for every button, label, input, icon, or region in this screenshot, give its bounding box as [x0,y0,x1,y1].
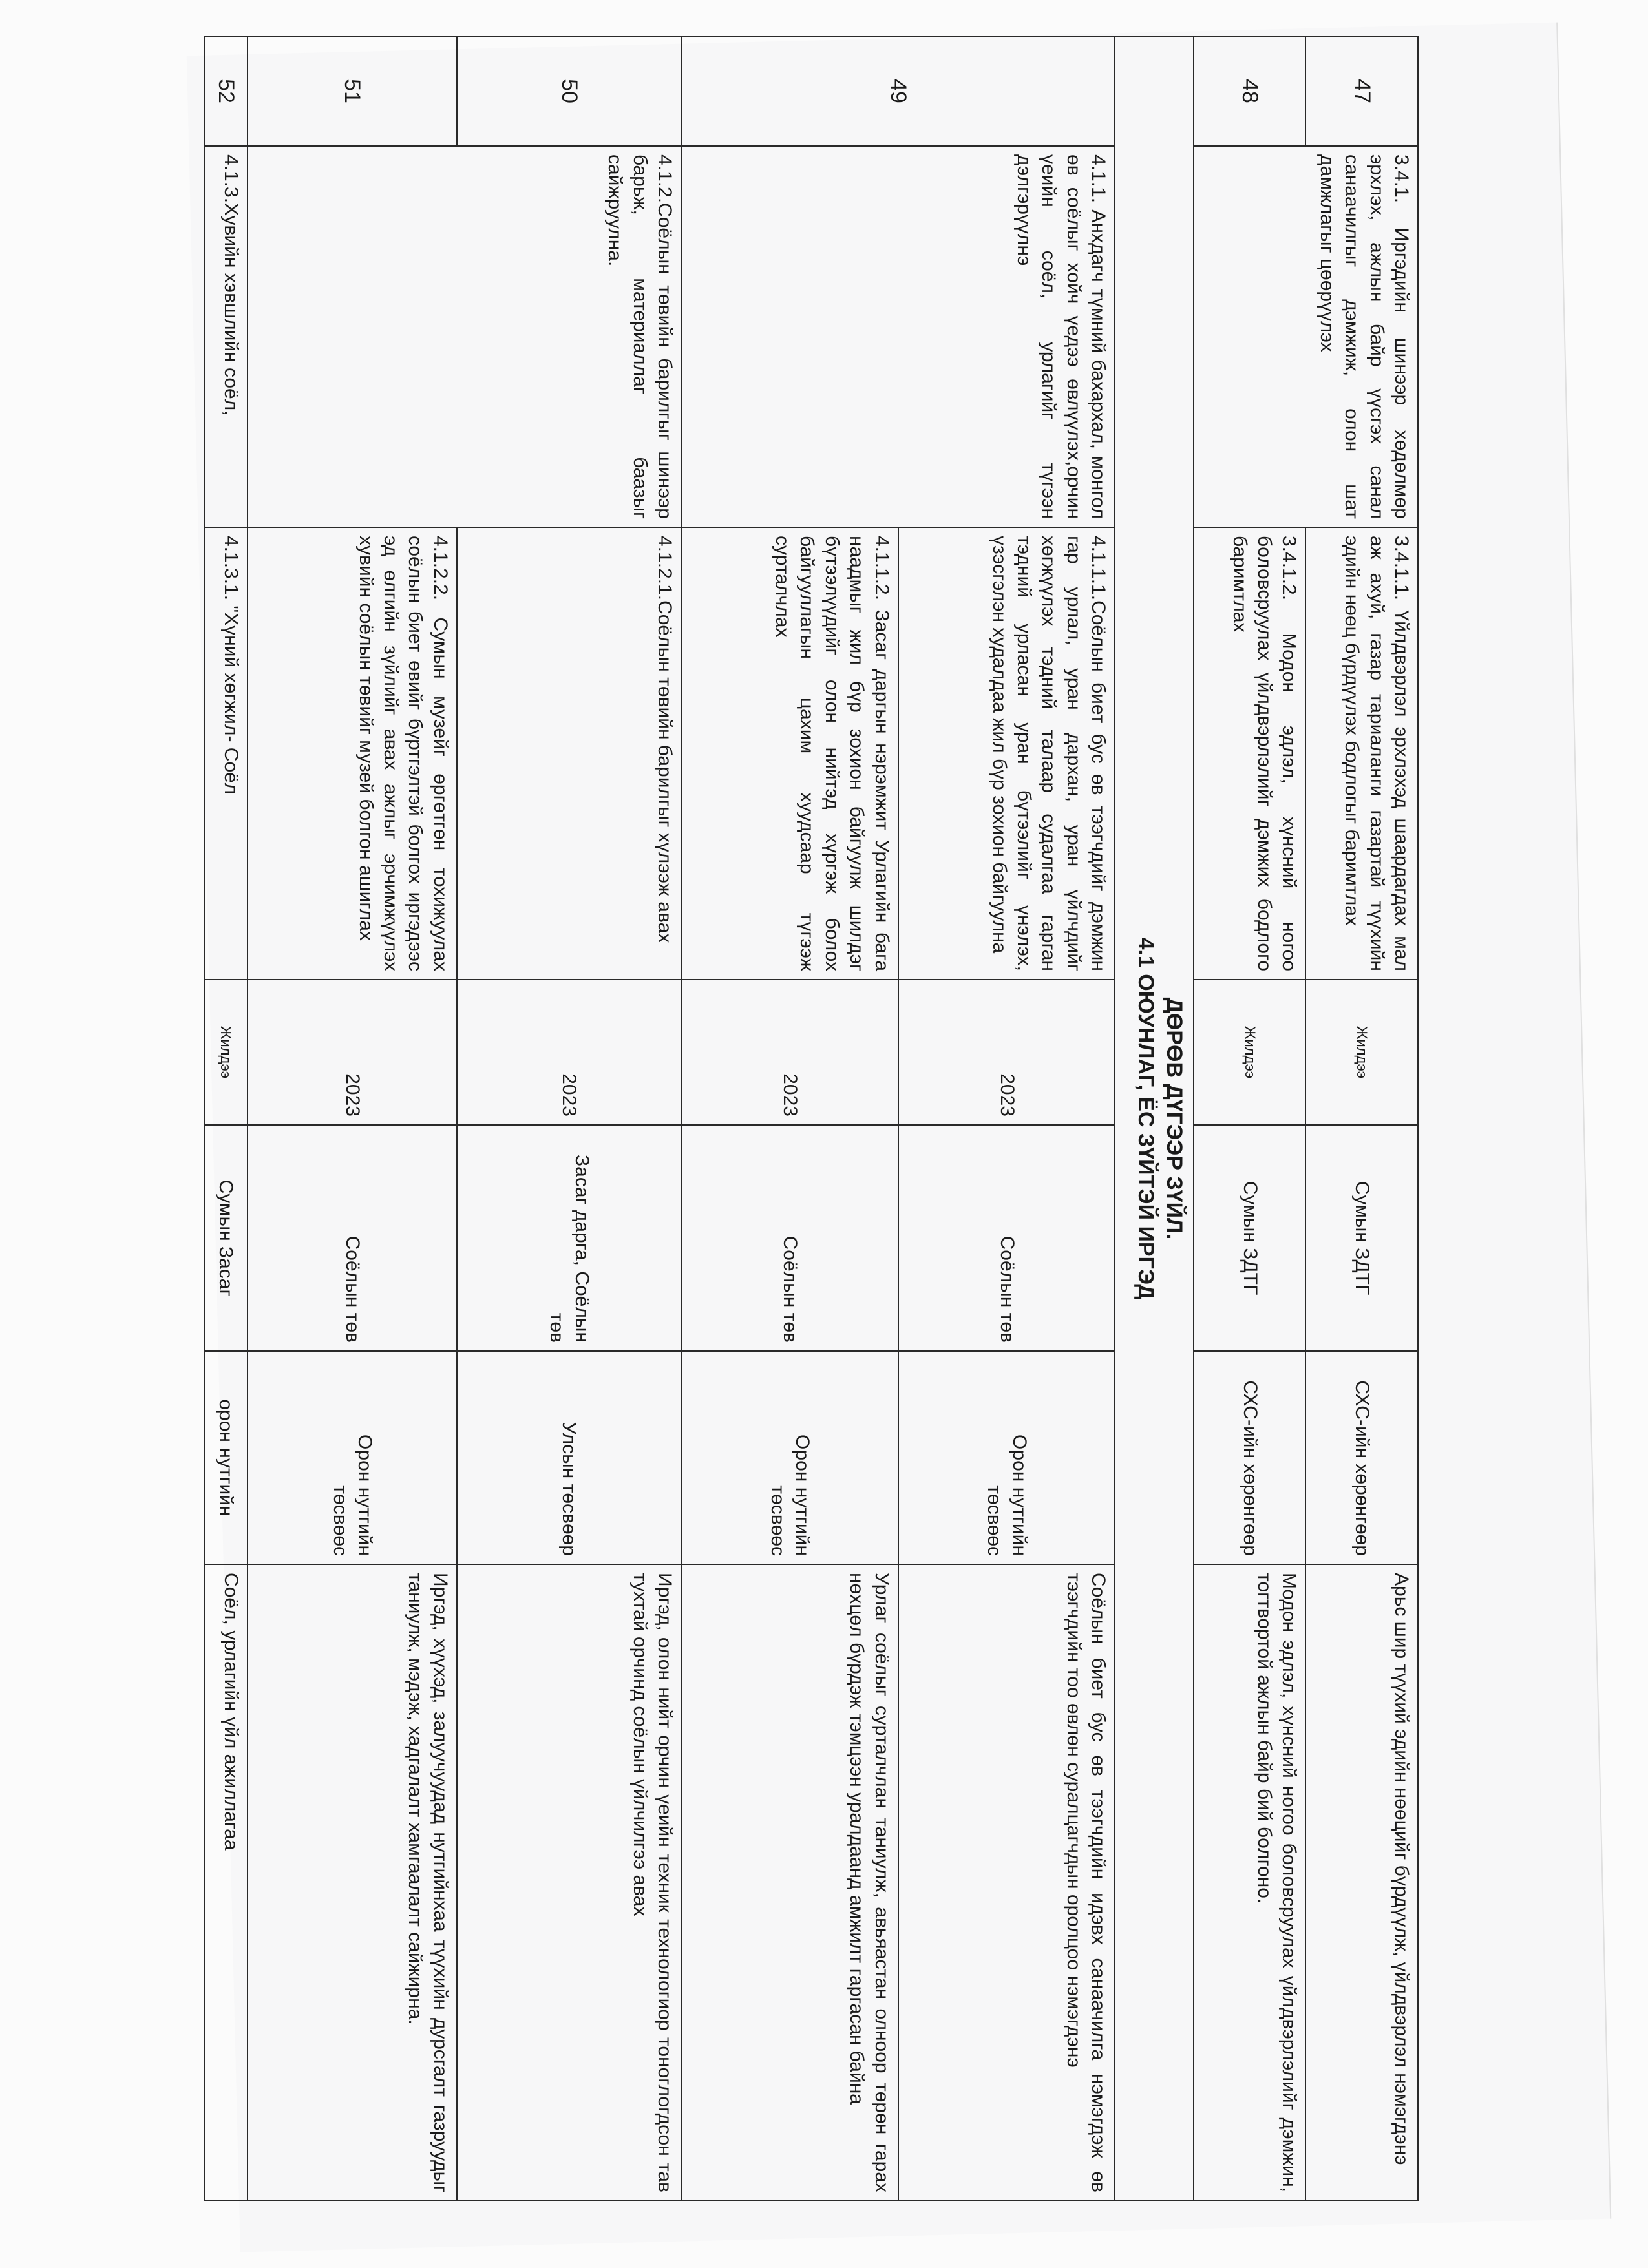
goal-cell: 3.4.1. Иргэдийн шинээр хөдөлмөр эрхлэх, ажлын байр үүсгэх санал санаачилгыг дэмжиж, олон шат дамжлагыг цөөрүүлэх [1194,146,1418,527]
responsible-cell: Соёлын төв [681,1125,898,1351]
table-row [457,36,681,2201]
rotated-plan-table [204,36,1419,2200]
funding-cell: орон нутгийн [204,1351,248,1564]
row-number: 52 [204,36,248,146]
row-number: 47 [1305,36,1418,146]
responsible-cell: Засаг дарга, Соёлын төв [457,1125,681,1351]
responsible-cell: Соёлын төв [898,1125,1115,1351]
goal-cell: 4.1.3.Хувийн хэвшлийн соёл, [204,146,248,527]
activity-cell: 4.1.2.1.Соёлын төвийн барилгыг хүлээж авах [457,527,681,980]
chapter-title: ДӨРӨВ ДҮГЭЭР ЗҮЙЛ. [1161,997,1187,1240]
funding-cell: Орон нутгийн төсвөөс [898,1351,1115,1564]
activity-cell: 4.1.2.2. Сумын музейг өргөтгөн тохижуулах соёлын биет өвийг бүртгэлтэй болгох иргэдээс эд өлгийн зүйлийг авах ажлыг эрчимжүүлэх хувийн соёлын төвийг музей болгон ашиглах [248,527,457,980]
year-cell: Жилдээ [1194,980,1306,1125]
subsection-title: 4.1 ОЮУНЛАГ, ЁС ЗҮЙТЭЙ ИРГЭД [1134,937,1159,1300]
activity-cell: 3.4.1.2. Модон эдлэл, хүнсний ногоо боловсруулах үйлдвэрлэлийг дэмжих бодлого баримтлах [1194,527,1306,980]
outcome-cell: Соёл, урлагийн үйл ажиллагаа [204,1564,248,2201]
activity-cell: 3.4.1.1. Үйлдвэрлэл эрхлэхэд шаардагдах мал аж ахуй, газар тариаланги газартай түүхийн эдийн нөөц бүрдүүлэх бодлогыг баримтлах [1305,527,1418,980]
activity-cell: 4.1.3.1. "Хүний хөгжил- Соёл [204,527,248,980]
outcome-cell: Арьс шир түүхий эдийн нөөцийг бүрдүүлж, үйлдвэрлэл нэмэгдэнэ [1305,1564,1418,2201]
table-row [898,36,1115,2201]
outcome-cell: Иргэд, хүүхэд, залуучуудад нутгийнхаа түүхийн дурсгалт газруудыг таниулж, мэдэж, хадгалалт хамгаалалт сайжирна. [248,1564,457,2201]
funding-cell: СХС-ийн хөрөнгөөр [1305,1351,1418,1564]
year-cell: 2023 [898,980,1115,1125]
outcome-cell: Урлаг соёлыг сурталчлан таниулж, авьяастан олноор төрөн гарах нөхцөл бүрдэж тэмцээн уралдаанд амжилт гаргасан байна [681,1564,898,2201]
outcome-cell: Модон эдлэл, хүнсний ногоо боловсруулах үйлдвэрлэлийг дэмжин, тогтвортой ажлын байр бий болгоно. [1194,1564,1306,2201]
outcome-cell: Иргэд, олон нийт орчин үеийн техник технологиор тоноглогдсон тав тухтай орчинд соёлын үйлчилгээ авах [457,1564,681,2201]
funding-cell: СХС-ийн хөрөнгөөр [1194,1351,1306,1564]
year-cell: 2023 [248,980,457,1125]
goal-cell: 4.1.1. Анхдагч түмний бахархал, монгол өв соёлыг хойч үедээ өвлүүлэх,орчин үеийн соёл, урлагийг түгээн дэлгэрүүлнэ [681,146,1115,527]
activity-cell: 4.1.1.1.Соёлын биет бус өв тээгчдийг дэмжин гар урлал, уран дархан, уран үйлчдийг хөгжүүлэх тэдний талаар судалгаа гарган тэдний урласан уран бүтээлийг үнэлэх, үзэсгэлэн худалдаа жил бүр зохион байгуулна [898,527,1115,980]
funding-cell: Орон нутгийн төсвөөс [248,1351,457,1564]
year-cell: 2023 [681,980,898,1125]
year-cell: Жилдээ [1305,980,1418,1125]
row-number: 51 [248,36,457,146]
action-plan-table [204,36,1419,2201]
row-number: 50 [457,36,681,146]
row-number: 48 [1194,36,1306,146]
year-cell: 2023 [457,980,681,1125]
outcome-cell: Соёлын биет бус өв тээгчдийн идэвх санаачилга нэмэгдэж өв тээгчдийн тоо өвлөн суралцагчдын оролцоо нэмэгдэнэ [898,1564,1115,2201]
funding-cell: Улсын төсвөөр [457,1351,681,1564]
row-number: 49 [681,36,1115,146]
responsible-cell: Сумын Засаг [204,1125,248,1351]
year-cell: Жилдээ [204,980,248,1125]
responsible-cell: Сумын ЗДТГ [1194,1125,1306,1351]
responsible-cell: Сумын ЗДТГ [1305,1125,1418,1351]
activity-cell: 4.1.1.2. Засаг даргын нэрэмжит Урлагийн бага наадмыг жил бүр зохион байгуулж шилдэг бүтээлүүдийг олон нийтэд хүргэж болох байгууллагын цахим хуудсаар түгээж сурталчлах [681,527,898,980]
table-row [1305,36,1418,2201]
table-row [204,36,248,2201]
goal-cell: 4.1.2.Соёлын төвийн барилгыг шинээр барьж, материаллаг баазыг сайжруулна. [248,146,681,527]
section-header [1115,36,1194,2201]
funding-cell: Орон нутгийн төсвөөс [681,1351,898,1564]
section-header-row [1115,36,1194,2201]
responsible-cell: Соёлын төв [248,1125,457,1351]
